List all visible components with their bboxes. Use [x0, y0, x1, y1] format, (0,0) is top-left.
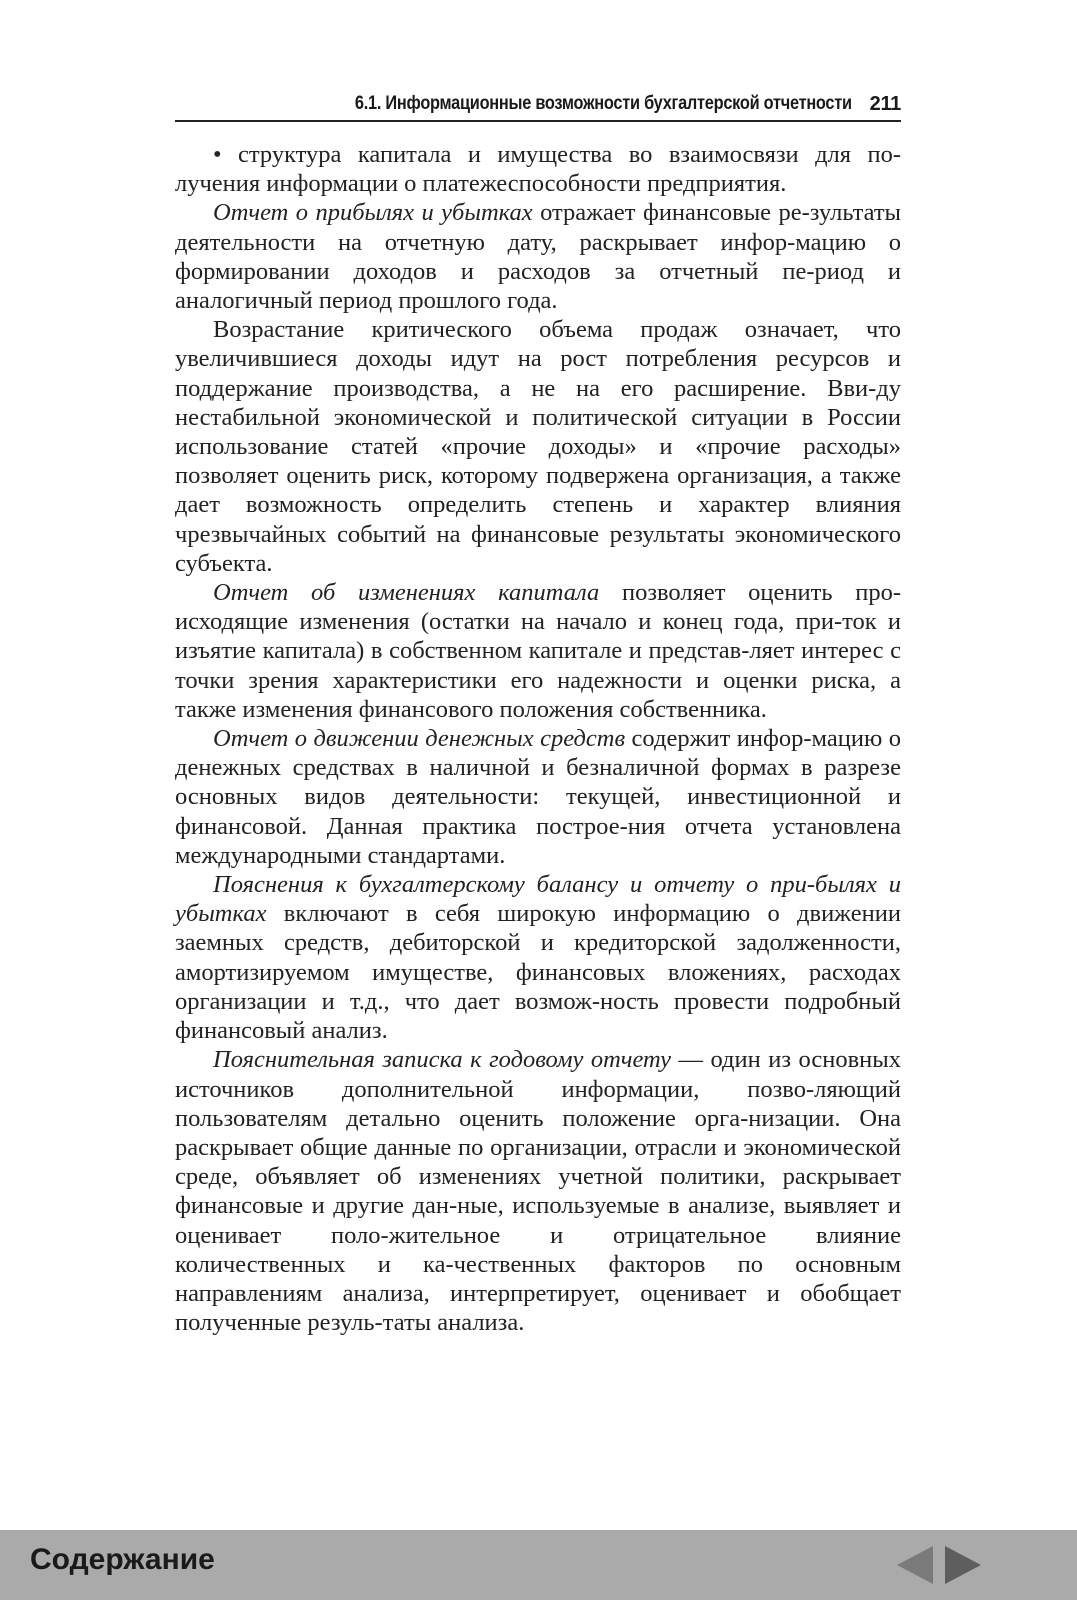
page-number: 211: [869, 92, 901, 115]
triangle-left-icon[interactable]: [897, 1546, 933, 1584]
paragraph-text: содержит инфор-мацию о денежных средствах в наличной и безналичной формах в разрезе основных видов деятельности: текущей, инвестиционной и финансовой. Данная практика построе-ния отчета установлена международными стандартами.: [175, 725, 901, 869]
paragraph-capital-changes: [175, 578, 901, 724]
term-italic: Отчет о прибылях и убытках: [213, 199, 533, 227]
paragraph-explanatory-note: [175, 1045, 901, 1337]
paragraph-text: Возрастание критического объема продаж означает, что увеличившиеся доходы идут на рост потребления ресурсов и поддержание производства, а не на его расширение. Вви-ду нестабильной экономической и политической ситуации в России использование статей «прочие доходы» и «прочие расходы» позволяет оценить риск, которому подвержена организация, а также дает возможность определить степень и характер влияния чрезвычайных событий на финансовые результаты экономического субъекта.: [175, 316, 901, 577]
navigation-footer: [0, 1530, 1077, 1600]
paragraph-cash-flow: [175, 724, 901, 870]
paragraph-bullet: [175, 140, 901, 198]
paragraph-text: • структура капитала и имущества во взаимосвязи для по-лучения информации о платежеспособности предприятия.: [175, 141, 901, 198]
term-italic: Отчет об изменениях капитала: [213, 579, 600, 607]
triangle-right-icon[interactable]: [945, 1546, 981, 1584]
paragraph-text: включают в себя широкую информацию о движении заемных средств, дебиторской и кредиторской задолженности, амортизируемом имуществе, финансовых вложениях, расходах организации и т.д., что дает возмож-ность провести подробный финансовый анализ.: [175, 900, 901, 1045]
paragraph-explanations: [175, 870, 901, 1045]
paragraph-critical-volume: [175, 315, 901, 578]
running-head: [175, 88, 901, 122]
contents-link[interactable]: Содержание: [30, 1543, 215, 1576]
paragraph-text: позволяет оценить про-исходящие изменения (остатки на начало и конец года, при-ток и изъятие капитала) в собственном капитале и представ-ляет интерес с точки зрения характеристики его надежности и оценки риска, а также изменения финансового положения собственника.: [175, 579, 901, 723]
paragraph-text: отражает финансовые ре-зультаты деятельности на отчетную дату, раскрывает инфор-мацию о формировании доходов и расходов за отчетный пе-риод и аналогичный период прошлого года.: [175, 199, 901, 315]
term-italic: Пояснительная записка к годовому отчету: [213, 1046, 671, 1074]
section-title: 6.1. Информационные возможности бухгалтерской отчетности: [354, 93, 852, 114]
paragraph-profit-loss: [175, 198, 901, 315]
paragraph-text: — один из основных источников дополнительной информации, позво-ляющий пользователям детально оценить положение орга-низации. Она раскрывает общие данные по организации, отрасли и экономической среде, объявляет об изменениях учетной политики, раскрывает финансовые и другие дан-ные, используемые в анализе, выявляет и оценивает поло-жительное и отрицательное влияние количественных и ка-чественных факторов по основным направлениям анализа, интерпретирует, оценивает и обобщает полученные резуль-таты анализа.: [175, 1046, 901, 1337]
term-italic: Отчет о движении денежных средств: [213, 725, 626, 753]
body-text: [175, 140, 901, 1337]
term-italic: Пояснения к бухгалтерскому балансу и отчету о при-былях и убытках: [175, 871, 901, 928]
